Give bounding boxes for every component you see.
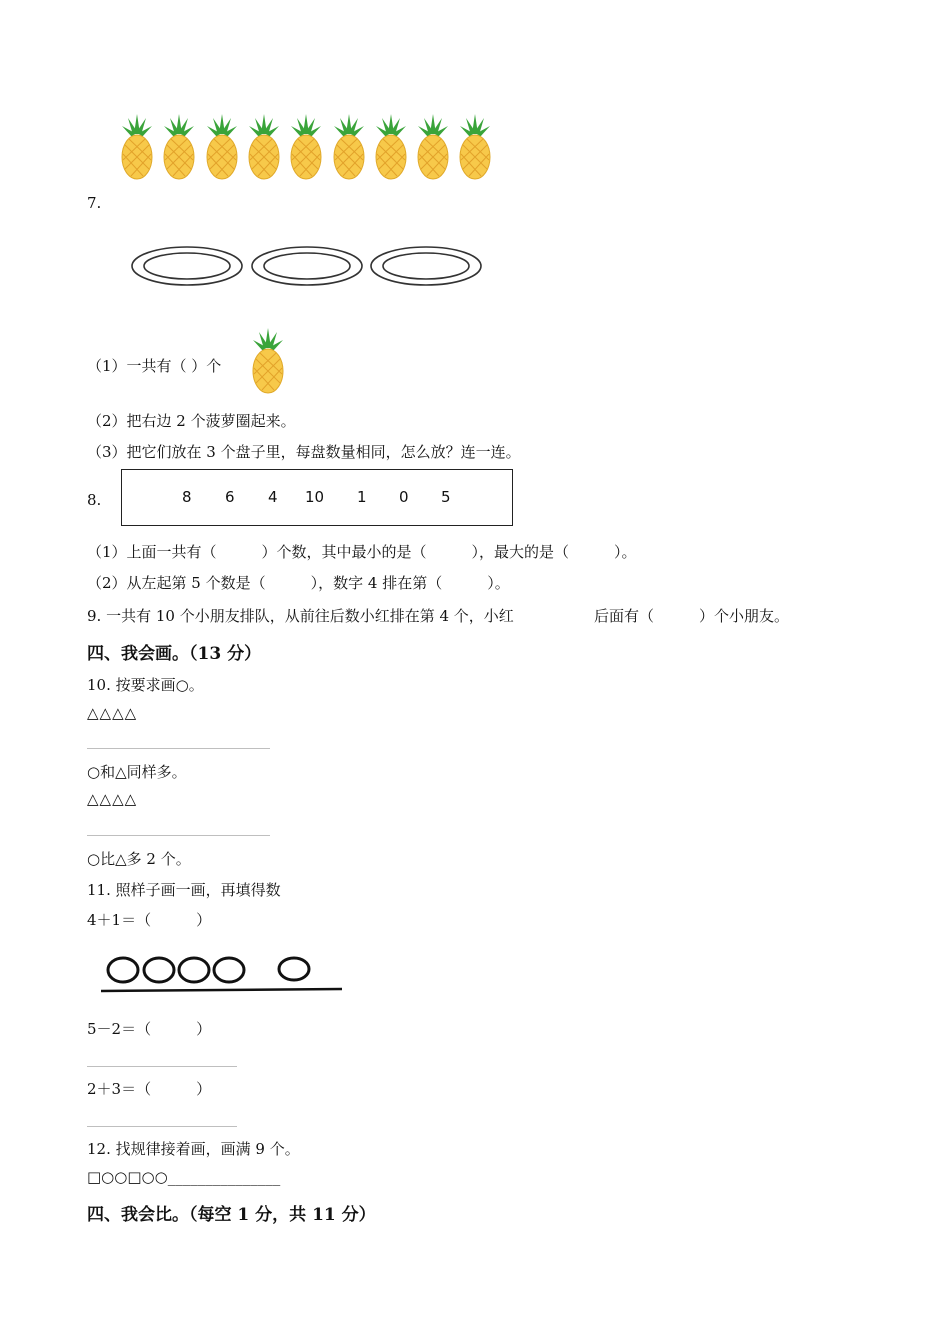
q10-triangles-2: △△△△ bbox=[87, 790, 138, 808]
q11-equation-2: 5－2＝（ ） bbox=[87, 1020, 212, 1038]
pineapple-icon bbox=[204, 112, 240, 182]
q11-equation-3: 2＋3＝（ ） bbox=[87, 1080, 212, 1098]
q10-triangles-1: △△△△ bbox=[87, 704, 138, 722]
q12-title: 12. 找规律接着画，画满 9 个。 bbox=[87, 1140, 300, 1158]
number-box bbox=[121, 469, 513, 526]
q11-equation-1: 4＋1＝（ ） bbox=[87, 911, 212, 929]
answer-line[interactable] bbox=[87, 1126, 237, 1127]
plate-icon[interactable] bbox=[130, 245, 244, 287]
number-item: 4 bbox=[268, 488, 278, 506]
q9-text-b: 后面有（ ）个小朋友。 bbox=[594, 607, 790, 625]
section-heading-compare: 四、我会比。（每空 1 分，共 11 分） bbox=[87, 1205, 376, 1225]
number-item: 5 bbox=[441, 488, 451, 506]
pineapple-icon bbox=[119, 112, 155, 182]
pineapple-icon bbox=[246, 112, 282, 182]
number-item: 1 bbox=[357, 488, 367, 506]
q10-caption-2: ○比△多 2 个。 bbox=[87, 850, 191, 868]
q9-text-a: 9. 一共有 10 个小朋友排队，从前往后数小红排在第 4 个，小红 bbox=[87, 607, 514, 625]
q8-sub2-text: （2）从左起第 5 个数是（ ），数字 4 排在第（ ）。 bbox=[87, 574, 510, 592]
q7-sub1-text: （1）一共有（ ）个 bbox=[87, 357, 222, 375]
number-item: 6 bbox=[225, 488, 235, 506]
pineapple-icon bbox=[457, 112, 493, 182]
pineapple-icon bbox=[415, 112, 451, 182]
pineapple-icon bbox=[373, 112, 409, 182]
pineapple-icon bbox=[331, 112, 367, 182]
answer-line[interactable] bbox=[87, 748, 270, 749]
answer-line[interactable] bbox=[87, 835, 270, 836]
plate-icon[interactable] bbox=[369, 245, 483, 287]
number-item: 8 bbox=[182, 488, 192, 506]
q12-pattern[interactable]: □○○□○○_______________ bbox=[87, 1168, 281, 1186]
number-item: 10 bbox=[305, 488, 325, 506]
circle-sample-drawing bbox=[98, 953, 346, 995]
question-7-number: 7. bbox=[87, 194, 102, 212]
section-heading-draw: 四、我会画。（13 分） bbox=[87, 644, 262, 664]
pineapple-icon bbox=[250, 326, 286, 396]
q10-title: 10. 按要求画○。 bbox=[87, 676, 204, 694]
plate-icon[interactable] bbox=[250, 245, 364, 287]
q8-sub1-text: （1）上面一共有（ ）个数，其中最小的是（ ），最大的是（ ）。 bbox=[87, 543, 637, 561]
q10-caption-1: ○和△同样多。 bbox=[87, 763, 187, 781]
q7-sub3-text: （3）把它们放在 3 个盘子里，每盘数量相同，怎么放？连一连。 bbox=[87, 443, 521, 461]
q7-sub2-text: （2）把右边 2 个菠萝圈起来。 bbox=[87, 412, 296, 430]
q11-title: 11. 照样子画一画，再填得数 bbox=[87, 881, 281, 899]
number-item: 0 bbox=[399, 488, 409, 506]
question-8-number: 8. bbox=[87, 491, 102, 509]
pineapple-icon bbox=[288, 112, 324, 182]
pineapple-icon bbox=[161, 112, 197, 182]
answer-line[interactable] bbox=[87, 1066, 237, 1067]
